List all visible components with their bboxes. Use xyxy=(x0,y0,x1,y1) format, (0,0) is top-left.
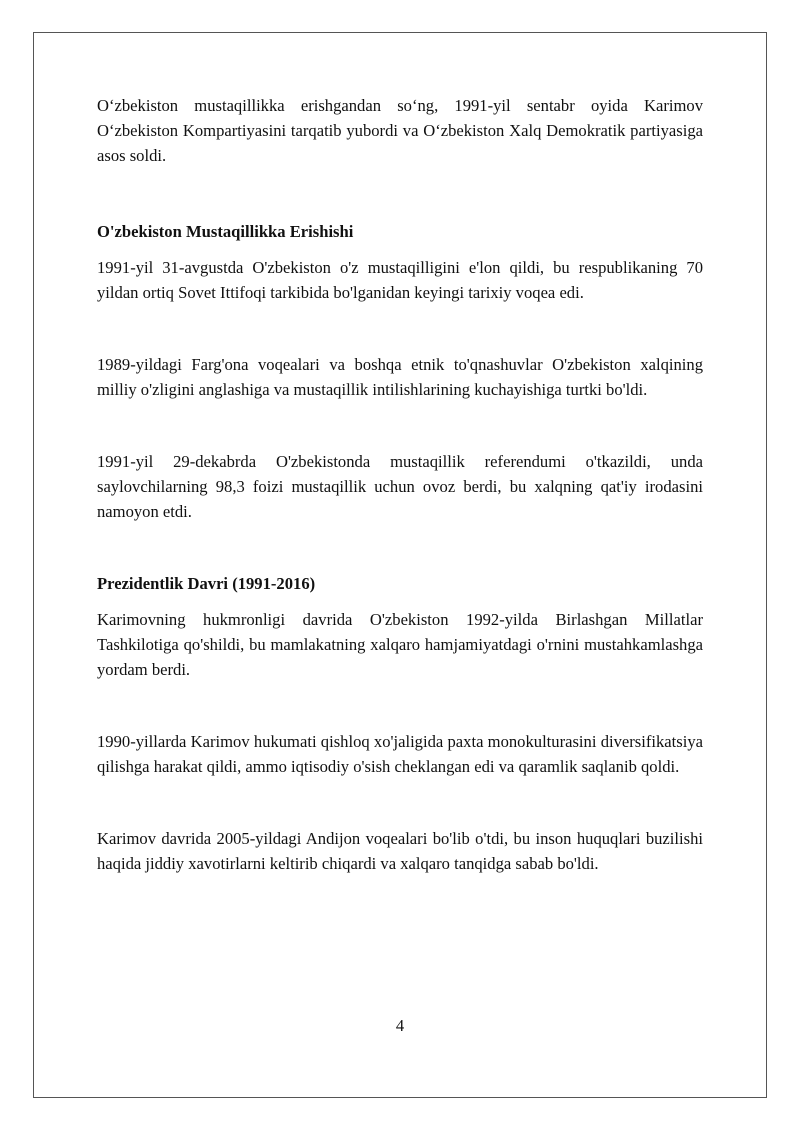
intro-paragraph: O‘zbekiston mustaqillikka erishgandan so‘ng, 1991-yil sentabr oyida Karimov O‘zbekiston Kompartiyasini tarqatib yubordi va O‘zbekiston Xalq Demokratik partiyasiga asos soldi. xyxy=(97,96,703,165)
paragraph-fergana-events: 1989-yildagi Farg'ona voqealari va boshqa etnik to'qnashuvlar O'zbekiston xalqining milliy o'zligini anglashiga va mustaqillik intilishlarining kuchayishiga turtki bo'ldi. xyxy=(97,355,703,399)
paragraph-andijan-events: Karimov davrida 2005-yildagi Andijon voqealari bo'lib o'tdi, bu inson huquqlari buzilishi haqida jiddiy xavotirlarni keltirib chiqardi va xalqaro tanqidga sabab bo'ldi. xyxy=(97,829,703,873)
paragraph-referendum: 1991-yil 29-dekabrda O'zbekistonda mustaqillik referendumi o'tkazildi, unda saylovchilarning 98,3 foizi mustaqillik uchun ovoz berdi, bu xalqning qat'iy irodasini namoyon etdi. xyxy=(97,452,703,521)
paragraph-independence-declaration: 1991-yil 31-avgustda O'zbekiston o'z mustaqilligini e'lon qildi, bu respublikaning 70 yildan ortiq Sovet Ittifoqi tarkibida bo'lganidan keyingi tarixiy voqea edi. xyxy=(97,258,703,302)
section-heading-independence: O'zbekiston Mustaqillikka Erishishi xyxy=(97,222,354,241)
paragraph-un-membership: Karimovning hukmronligi davrida O'zbekiston 1992-yilda Birlashgan Millatlar Tashkilotiga qo'shildi, bu mamlakatning xalqaro hamjamiyatdagi o'rnini mustahkamlashga yordam berdi. xyxy=(97,610,703,679)
page-number: 4 xyxy=(395,1016,405,1035)
section-heading-presidency: Prezidentlik Davri (1991-2016) xyxy=(97,574,316,593)
document-body xyxy=(97,93,703,876)
paragraph-cotton-diversification: 1990-yillarda Karimov hukumati qishloq xo'jaligida paxta monokulturasini diversifikatsiya qilishga harakat qildi, ammo iqtisodiy o'sish cheklangan edi va qaramlik saqlanib qoldi. xyxy=(97,732,703,776)
